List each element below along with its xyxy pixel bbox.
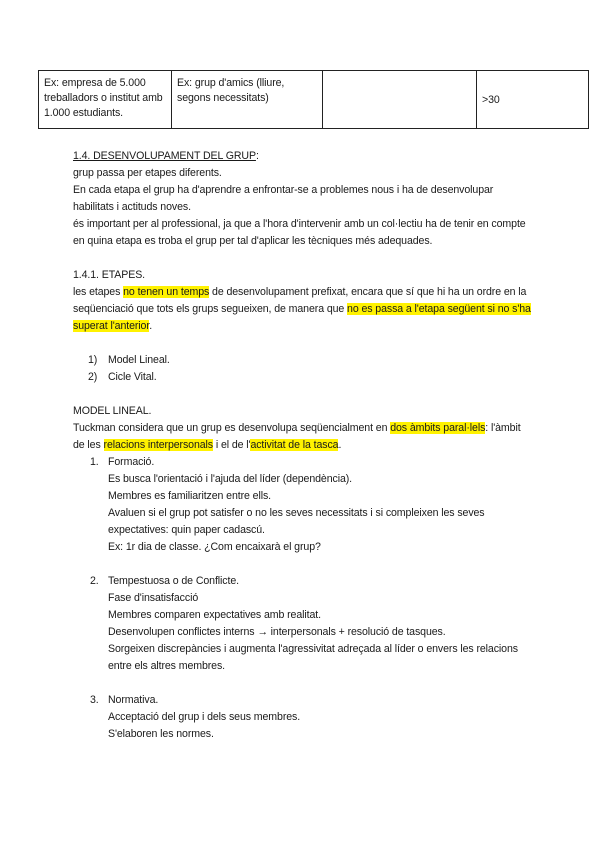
table-cell: Ex: grup d'amics (lliure, segons necessitats) bbox=[172, 71, 323, 129]
text-span: : l'àmbit de les bbox=[73, 422, 521, 451]
section-heading bbox=[73, 148, 533, 165]
heading-suffix: . bbox=[142, 269, 146, 281]
list-number: 1) bbox=[88, 354, 98, 366]
text-span: les etapes bbox=[73, 286, 124, 298]
stage-item bbox=[73, 573, 533, 590]
heading-suffix: : bbox=[255, 150, 259, 162]
stage-line: Membres es familiaritzen entre ells. bbox=[108, 490, 272, 502]
text-span: . bbox=[338, 439, 342, 451]
paragraph bbox=[73, 420, 533, 454]
stage-line: Sorgeixen discrepàncies i augmenta l'agressivitat adreçada al líder o envers les relacions entre els altres membres. bbox=[108, 643, 518, 672]
subsection-heading-text: 1.4.1. ETAPES bbox=[73, 269, 143, 281]
stage-line: Fase d'insatisfacció bbox=[108, 592, 199, 604]
stage-line: Membres comparen expectatives amb realitat. bbox=[108, 609, 321, 621]
stage-number: 2. bbox=[90, 575, 99, 587]
list-number: 2) bbox=[88, 371, 98, 383]
table-cell: >30 bbox=[477, 71, 589, 129]
stage-title: Normativa. bbox=[108, 694, 159, 706]
stage-number: 1. bbox=[90, 456, 99, 468]
document-body bbox=[73, 148, 533, 743]
text-span: . bbox=[149, 320, 153, 332]
list-item bbox=[73, 352, 533, 369]
highlighted-text: relacions interpersonals bbox=[103, 439, 213, 451]
highlighted-text: no es passa a l'etapa següent si no s'ha superat l'anterior bbox=[73, 303, 531, 332]
table-row bbox=[39, 71, 589, 129]
subsection-heading bbox=[73, 267, 533, 284]
stage-line: Desenvolupen conflictes interns → interpersonals + resolució de tasques. bbox=[108, 626, 446, 638]
stage-item bbox=[73, 692, 533, 709]
subsection-heading: MODEL LINEAL. bbox=[73, 405, 152, 417]
highlighted-text: no tenen un temps bbox=[123, 286, 210, 298]
table-cell: Ex: empresa de 5.000 treballadors o institut amb 1.000 estudiants. bbox=[39, 71, 172, 129]
text-span: i el de l' bbox=[213, 439, 251, 451]
stage-title: Tempestuosa o de Conflicte. bbox=[108, 575, 239, 587]
stage-line: Es busca l'orientació i l'ajuda del líder (dependència). bbox=[108, 473, 353, 485]
stage-line: Acceptació del grup i dels seus membres. bbox=[108, 711, 301, 723]
paragraph-line: En cada etapa el grup ha d'aprendre a enfrontar-se a problemes nous i ha de desenvolupar habilitats i actituds noves. bbox=[73, 184, 494, 213]
highlighted-text: activitat de la tasca bbox=[250, 439, 339, 451]
text-span: de desenvolupament prefixat, encara que sí que hi ha un ordre en la seqüenciació que tots els grups segueixen, de manera que bbox=[73, 286, 527, 315]
paragraph-line: és important per al professional, ja que a l'hora d'intervenir amb un col·lectiu ha de tenir en compte en quina etapa es troba el grup per tal d'aplicar les tècniques més adequades. bbox=[73, 218, 526, 247]
list-item bbox=[73, 369, 533, 386]
text-span: Tuckman considera que un grup es desenvolupa seqüencialment en bbox=[73, 422, 391, 434]
stage-number: 3. bbox=[90, 694, 99, 706]
list-item-label: Model Lineal. bbox=[108, 354, 170, 366]
stage-title: Formació. bbox=[108, 456, 155, 468]
table-cell bbox=[323, 71, 477, 129]
stage-line: Ex: 1r dia de classe. ¿Com encaixarà el grup? bbox=[108, 541, 321, 553]
list-item-label: Cicle Vital. bbox=[108, 371, 157, 383]
paragraph bbox=[73, 284, 533, 335]
stage-line: Avaluen si el grup pot satisfer o no les seves necessitats i si compleixen les seves expectatives: quin paper cadascú. bbox=[108, 507, 485, 536]
section-heading-text: 1.4. DESENVOLUPAMENT DEL GRUP bbox=[73, 150, 256, 162]
stage-item bbox=[73, 454, 533, 471]
paragraph-line: grup passa per etapes diferents. bbox=[73, 167, 222, 179]
criteria-table bbox=[38, 70, 589, 129]
highlighted-text: dos àmbits paral·lels bbox=[390, 422, 486, 434]
stage-line: S'elaboren les normes. bbox=[108, 728, 214, 740]
